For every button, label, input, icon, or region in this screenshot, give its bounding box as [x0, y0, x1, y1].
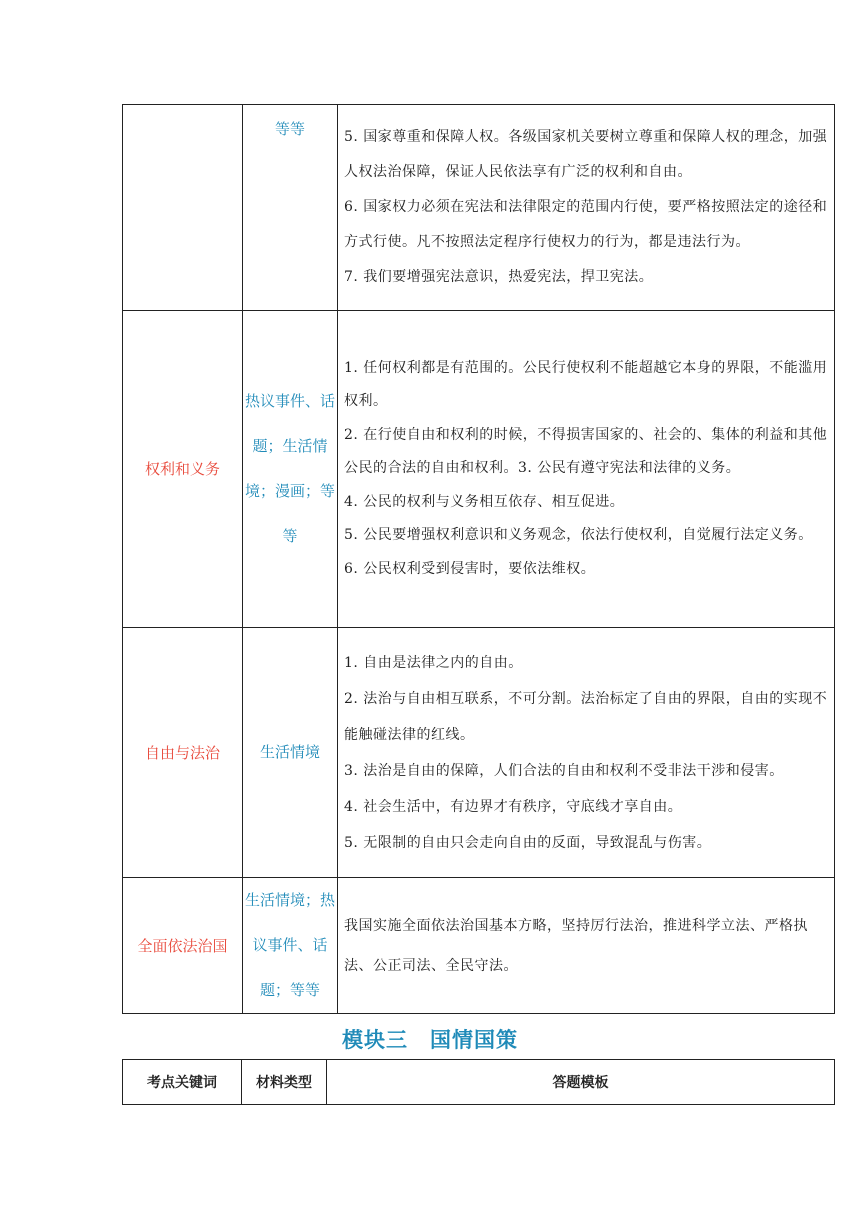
- point-text: 6. 公民权利受到侵害时，要依法维权。: [344, 560, 596, 577]
- point-text: 5. 公民要增强权利意识和义务观念，依法行使权利，自觉履行法定义务。: [344, 527, 813, 544]
- points-cell: [338, 878, 835, 1014]
- point-text: 3. 法治是自由的保障，人们合法的自由和权利不受非法干涉和侵害。: [344, 762, 784, 779]
- point-text: 4. 公民的权利与义务相互依存、相互促进。: [344, 493, 625, 510]
- point-text: 5. 国家尊重和保障人权。各级国家机关要树立尊重和保障人权的理念，加强人权法治保障，保证人民依法享有广泛的权利和自由。: [344, 129, 828, 180]
- point-text: 我国实施全面依法治国基本方略，坚持厉行法治，推进科学立法、严格执法、公正司法、全民守法。: [344, 917, 808, 974]
- keyword-cell: 自由与法治: [123, 628, 243, 878]
- header-material: 材料类型: [242, 1060, 327, 1105]
- keyword-cell: 权利和义务: [123, 311, 243, 628]
- material-cell: 生活情境；热议事件、话题；等等: [243, 878, 338, 1014]
- point-text: 2. 法治与自由相互联系，不可分割。法治标定了自由的界限，自由的实现不能触碰法律的红线。: [344, 690, 828, 743]
- module-header-table: [122, 1059, 835, 1105]
- material-cell: 热议事件、话题；生活情境；漫画；等等: [243, 311, 338, 628]
- table-row: [123, 878, 835, 1014]
- answer-template-table: [122, 104, 835, 1014]
- point-text: 4. 社会生活中，有边界才有秩序，守底线才享自由。: [344, 798, 683, 815]
- point-text: 1. 自由是法律之内的自由。: [344, 654, 523, 671]
- header-keyword: 考点关键词: [123, 1060, 242, 1105]
- module-title: 模块三 国情国策: [342, 1028, 518, 1052]
- keyword-cell: [123, 105, 243, 311]
- points-cell: [338, 105, 835, 311]
- points-cell: [338, 311, 835, 628]
- keyword-cell: 全面依法治国: [123, 878, 243, 1014]
- header-template: 答题模板: [327, 1060, 835, 1105]
- points-cell: [338, 628, 835, 878]
- point-text: 1. 任何权利都是有范围的。公民行使权利不能超越它本身的界限，不能滥用权利。: [344, 359, 828, 410]
- point-text: 2. 在行使自由和权利的时候，不得损害国家的、社会的、集体的利益和其他公民的合法的自由和权利。3. 公民有遵守宪法和法律的义务。: [344, 426, 828, 477]
- point-text: 5. 无限制的自由只会走向自由的反面，导致混乱与伤害。: [344, 834, 712, 851]
- table-row: [123, 628, 835, 878]
- material-cell: 等等: [243, 105, 338, 311]
- table-row: [123, 311, 835, 628]
- header-row: [123, 1060, 835, 1105]
- table-row: [123, 105, 835, 311]
- point-text: 7. 我们要增强宪法意识，热爱宪法，捍卫宪法。: [344, 269, 654, 285]
- material-cell: 生活情境: [243, 628, 338, 878]
- point-text: 6. 国家权力必须在宪法和法律限定的范围内行使，要严格按照法定的途径和方式行使。凡不按照法定程序行使权力的行为，都是违法行为。: [344, 199, 828, 250]
